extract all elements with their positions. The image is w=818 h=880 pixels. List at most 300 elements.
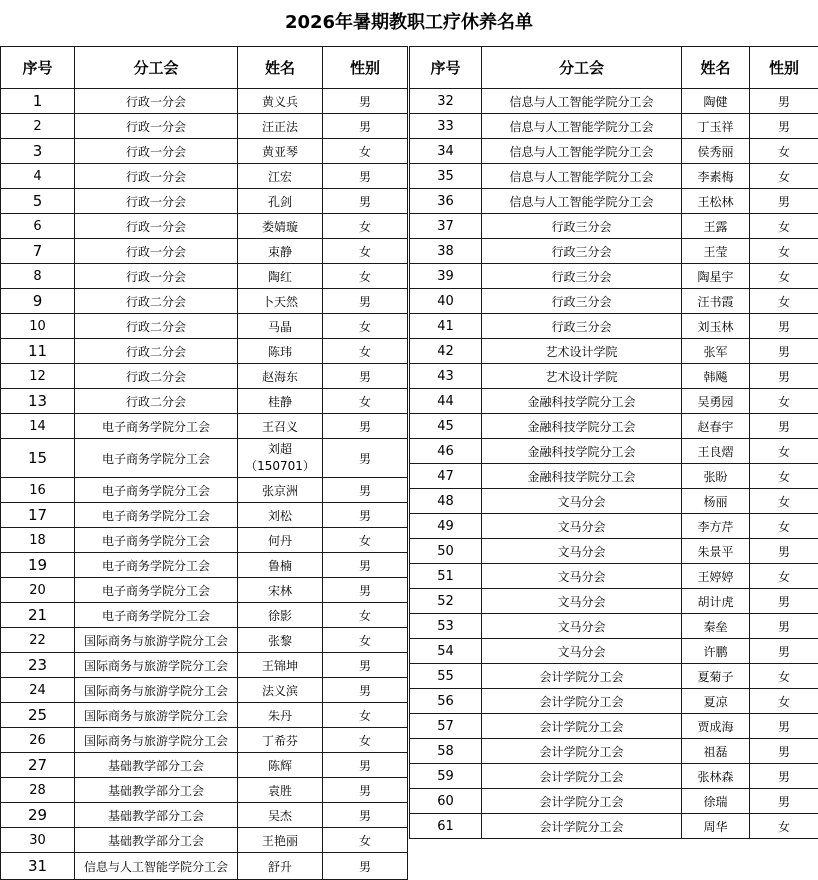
- cell-gender: 男: [323, 289, 408, 314]
- cell-seq: 29: [1, 803, 75, 828]
- cell-name: 徐影: [238, 603, 323, 628]
- cell-name: 张京洲: [238, 478, 323, 503]
- table-row: [410, 539, 818, 564]
- cell-seq: 45: [410, 414, 482, 439]
- cell-gender: 男: [750, 589, 818, 614]
- cell-name: 贾成海: [682, 714, 750, 739]
- cell-seq: 37: [410, 214, 482, 239]
- table-row: [410, 189, 818, 214]
- table-row: [1, 114, 408, 139]
- cell-gender: 男: [323, 478, 408, 503]
- cell-gender: 男: [750, 414, 818, 439]
- cell-name: 胡计虎: [682, 589, 750, 614]
- cell-seq: 20: [1, 578, 75, 603]
- table-row: [410, 314, 818, 339]
- cell-name: 朱丹: [238, 703, 323, 728]
- cell-name: 韩飚: [682, 364, 750, 389]
- cell-gender: 男: [750, 539, 818, 564]
- cell-seq: 9: [1, 289, 75, 314]
- cell-gender: 男: [323, 778, 408, 803]
- table-row: [410, 489, 818, 514]
- cell-seq: 57: [410, 714, 482, 739]
- cell-gender: 男: [750, 339, 818, 364]
- table-row: [410, 414, 818, 439]
- cell-name: 陈玮: [238, 339, 323, 364]
- cell-union: 基础教学部分工会: [75, 828, 238, 853]
- table-row: [410, 814, 818, 839]
- cell-name: 赵海东: [238, 364, 323, 389]
- table-row: [410, 464, 818, 489]
- cell-name: 舒升: [238, 853, 323, 880]
- cell-seq: 48: [410, 489, 482, 514]
- cell-seq: 2: [1, 114, 75, 139]
- cell-seq: 53: [410, 614, 482, 639]
- cell-gender: 男: [750, 314, 818, 339]
- cell-union: 艺术设计学院: [482, 364, 682, 389]
- cell-union: 金融科技学院分工会: [482, 389, 682, 414]
- cell-name: 丁希芬: [238, 728, 323, 753]
- cell-union: 行政二分会: [75, 364, 238, 389]
- cell-gender: 男: [750, 789, 818, 814]
- table-row: [1, 289, 408, 314]
- table-row: [410, 89, 818, 114]
- table-row: [1, 528, 408, 553]
- cell-gender: 男: [750, 114, 818, 139]
- cell-seq: 10: [1, 314, 75, 339]
- table-row: [1, 189, 408, 214]
- cell-gender: 男: [323, 414, 408, 439]
- cell-union: 文马分会: [482, 639, 682, 664]
- cell-name: 王婷婷: [682, 564, 750, 589]
- cell-gender: 女: [750, 389, 818, 414]
- table-row: [1, 339, 408, 364]
- cell-name: 卜天然: [238, 289, 323, 314]
- cell-seq: 49: [410, 514, 482, 539]
- table-row: [410, 139, 818, 164]
- cell-union: 文马分会: [482, 514, 682, 539]
- cell-gender: 男: [323, 89, 408, 114]
- cell-name: 袁胜: [238, 778, 323, 803]
- table-row: [410, 114, 818, 139]
- cell-gender: 男: [323, 164, 408, 189]
- cell-name: 王莹: [682, 239, 750, 264]
- cell-seq: 21: [1, 603, 75, 628]
- cell-union: 国际商务与旅游学院分工会: [75, 678, 238, 703]
- cell-union: 信息与人工智能学院分工会: [75, 853, 238, 880]
- cell-union: 会计学院分工会: [482, 739, 682, 764]
- cell-union: 文马分会: [482, 589, 682, 614]
- table-row: [1, 478, 408, 503]
- header-gender: 性别: [750, 47, 818, 89]
- cell-gender: 男: [323, 653, 408, 678]
- cell-gender: 男: [323, 803, 408, 828]
- cell-union: 行政一分会: [75, 89, 238, 114]
- table-row: [1, 239, 408, 264]
- cell-gender: 男: [323, 189, 408, 214]
- table-row: [410, 214, 818, 239]
- table-row: [1, 803, 408, 828]
- cell-seq: 30: [1, 828, 75, 853]
- cell-name: 陶红: [238, 264, 323, 289]
- table-row: [1, 753, 408, 778]
- table-row: [410, 289, 818, 314]
- cell-name-line2: （150701）: [238, 458, 322, 475]
- table-row: [1, 264, 408, 289]
- cell-seq: 19: [1, 553, 75, 578]
- header-row: [1, 47, 408, 89]
- cell-gender: 男: [323, 439, 408, 478]
- table-row: [1, 853, 408, 880]
- cell-gender: 男: [750, 739, 818, 764]
- table-row: [410, 164, 818, 189]
- cell-seq: 15: [1, 439, 75, 478]
- table-row: [1, 389, 408, 414]
- cell-seq: 39: [410, 264, 482, 289]
- cell-name: 张林森: [682, 764, 750, 789]
- cell-name: 夏凉: [682, 689, 750, 714]
- table-row: [410, 739, 818, 764]
- cell-gender: 男: [750, 764, 818, 789]
- cell-gender: 男: [750, 639, 818, 664]
- cell-name: 李素梅: [682, 164, 750, 189]
- cell-name: 陶星宇: [682, 264, 750, 289]
- cell-union: 行政三分会: [482, 289, 682, 314]
- table-row: [1, 603, 408, 628]
- cell-seq: 8: [1, 264, 75, 289]
- table-row: [1, 164, 408, 189]
- cell-name: 宋林: [238, 578, 323, 603]
- header-union: 分工会: [75, 47, 238, 89]
- cell-name: 杨丽: [682, 489, 750, 514]
- cell-gender: 男: [323, 678, 408, 703]
- cell-seq: 56: [410, 689, 482, 714]
- table-row: [410, 264, 818, 289]
- cell-seq: 31: [1, 853, 75, 880]
- cell-seq: 58: [410, 739, 482, 764]
- header-name: 姓名: [682, 47, 750, 89]
- cell-union: 行政二分会: [75, 339, 238, 364]
- cell-union: 国际商务与旅游学院分工会: [75, 628, 238, 653]
- cell-seq: 16: [1, 478, 75, 503]
- cell-union: 行政一分会: [75, 264, 238, 289]
- cell-gender: 女: [323, 139, 408, 164]
- cell-gender: 女: [750, 239, 818, 264]
- cell-gender: 男: [323, 553, 408, 578]
- cell-gender: 男: [750, 189, 818, 214]
- cell-seq: 36: [410, 189, 482, 214]
- cell-seq: 35: [410, 164, 482, 189]
- cell-gender: 男: [323, 578, 408, 603]
- cell-gender: 女: [323, 264, 408, 289]
- cell-gender: 女: [750, 289, 818, 314]
- cell-name: 张黎: [238, 628, 323, 653]
- cell-union: 电子商务学院分工会: [75, 439, 238, 478]
- cell-gender: 女: [323, 603, 408, 628]
- cell-gender: 男: [750, 364, 818, 389]
- cell-union: 信息与人工智能学院分工会: [482, 189, 682, 214]
- cell-union: 行政二分会: [75, 389, 238, 414]
- cell-union: 电子商务学院分工会: [75, 603, 238, 628]
- cell-gender: 女: [323, 528, 408, 553]
- table-row: [1, 414, 408, 439]
- cell-union: 金融科技学院分工会: [482, 439, 682, 464]
- cell-seq: 5: [1, 189, 75, 214]
- cell-gender: 女: [323, 628, 408, 653]
- cell-gender: 女: [323, 828, 408, 853]
- cell-union: 国际商务与旅游学院分工会: [75, 653, 238, 678]
- table-row: [410, 639, 818, 664]
- cell-name: 丁玉祥: [682, 114, 750, 139]
- cell-union: 国际商务与旅游学院分工会: [75, 728, 238, 753]
- table-row: [1, 728, 408, 753]
- table-row: [1, 553, 408, 578]
- cell-union: 信息与人工智能学院分工会: [482, 164, 682, 189]
- cell-seq: 50: [410, 539, 482, 564]
- table-row: [1, 364, 408, 389]
- cell-name: 娄婧璇: [238, 214, 323, 239]
- cell-name: 赵春宇: [682, 414, 750, 439]
- cell-gender: 女: [750, 164, 818, 189]
- cell-union: 行政一分会: [75, 239, 238, 264]
- cell-union: 行政一分会: [75, 214, 238, 239]
- cell-union: 行政一分会: [75, 139, 238, 164]
- cell-gender: 男: [323, 853, 408, 880]
- cell-union: 电子商务学院分工会: [75, 528, 238, 553]
- table-row: [410, 514, 818, 539]
- cell-name: 夏菊子: [682, 664, 750, 689]
- roster-table-right: [409, 46, 818, 839]
- cell-seq: 12: [1, 364, 75, 389]
- cell-seq: 6: [1, 214, 75, 239]
- cell-name: 黄亚琴: [238, 139, 323, 164]
- table-row: [1, 139, 408, 164]
- cell-union: 金融科技学院分工会: [482, 464, 682, 489]
- cell-name: 祖磊: [682, 739, 750, 764]
- cell-seq: 43: [410, 364, 482, 389]
- cell-seq: 7: [1, 239, 75, 264]
- cell-union: 行政一分会: [75, 189, 238, 214]
- cell-name: 孔剑: [238, 189, 323, 214]
- cell-name: 黄义兵: [238, 89, 323, 114]
- cell-gender: 男: [323, 364, 408, 389]
- table-row: [410, 239, 818, 264]
- cell-seq: 26: [1, 728, 75, 753]
- cell-name: 周华: [682, 814, 750, 839]
- cell-name: 王锦坤: [238, 653, 323, 678]
- table-row: [410, 714, 818, 739]
- header-union: 分工会: [482, 47, 682, 89]
- cell-seq: 38: [410, 239, 482, 264]
- table-row: [1, 828, 408, 853]
- header-seq: 序号: [410, 47, 482, 89]
- cell-gender: 女: [750, 514, 818, 539]
- cell-seq: 27: [1, 753, 75, 778]
- table-row: [1, 439, 408, 478]
- cell-union: 行政一分会: [75, 164, 238, 189]
- cell-gender: 男: [323, 503, 408, 528]
- cell-seq: 51: [410, 564, 482, 589]
- cell-union: 电子商务学院分工会: [75, 578, 238, 603]
- table-row: [1, 703, 408, 728]
- cell-union: 信息与人工智能学院分工会: [482, 89, 682, 114]
- cell-gender: 男: [323, 753, 408, 778]
- cell-name: 侯秀丽: [682, 139, 750, 164]
- cell-union: 会计学院分工会: [482, 764, 682, 789]
- cell-union: 基础教学部分工会: [75, 753, 238, 778]
- header-name: 姓名: [238, 47, 323, 89]
- page-title: 2026年暑期教职工疗休养名单: [0, 0, 818, 46]
- cell-gender: 女: [323, 214, 408, 239]
- table-row: [410, 614, 818, 639]
- cell-gender: 女: [750, 139, 818, 164]
- cell-seq: 59: [410, 764, 482, 789]
- cell-seq: 17: [1, 503, 75, 528]
- cell-union: 行政二分会: [75, 314, 238, 339]
- cell-union: 文马分会: [482, 539, 682, 564]
- cell-name: 李方芹: [682, 514, 750, 539]
- cell-name: 王召义: [238, 414, 323, 439]
- cell-seq: 1: [1, 89, 75, 114]
- cell-seq: 33: [410, 114, 482, 139]
- cell-gender: 女: [750, 264, 818, 289]
- cell-union: 电子商务学院分工会: [75, 553, 238, 578]
- cell-seq: 22: [1, 628, 75, 653]
- cell-seq: 44: [410, 389, 482, 414]
- cell-union: 会计学院分工会: [482, 689, 682, 714]
- table-row: [410, 789, 818, 814]
- cell-union: 行政一分会: [75, 114, 238, 139]
- cell-name: 法义滨: [238, 678, 323, 703]
- cell-name: 鲁楠: [238, 553, 323, 578]
- table-row: [410, 664, 818, 689]
- cell-gender: 男: [323, 114, 408, 139]
- cell-union: 电子商务学院分工会: [75, 478, 238, 503]
- cell-gender: 男: [750, 89, 818, 114]
- cell-seq: 42: [410, 339, 482, 364]
- table-row: [410, 439, 818, 464]
- cell-seq: 4: [1, 164, 75, 189]
- cell-name: 陶健: [682, 89, 750, 114]
- cell-name: 桂静: [238, 389, 323, 414]
- cell-name: 吴杰: [238, 803, 323, 828]
- cell-seq: 46: [410, 439, 482, 464]
- cell-seq: 34: [410, 139, 482, 164]
- cell-gender: 女: [323, 389, 408, 414]
- cell-name-line1: 刘超: [238, 441, 322, 458]
- table-row: [1, 89, 408, 114]
- cell-name: 王良熠: [682, 439, 750, 464]
- cell-name: 吴勇园: [682, 389, 750, 414]
- cell-union: 艺术设计学院: [482, 339, 682, 364]
- cell-seq: 13: [1, 389, 75, 414]
- cell-gender: 女: [750, 214, 818, 239]
- cell-name: 汪正法: [238, 114, 323, 139]
- table-row: [410, 364, 818, 389]
- cell-gender: 女: [750, 689, 818, 714]
- cell-seq: 3: [1, 139, 75, 164]
- table-row: [410, 389, 818, 414]
- cell-seq: 55: [410, 664, 482, 689]
- cell-gender: 女: [750, 464, 818, 489]
- table-row: [1, 678, 408, 703]
- cell-name: 王露: [682, 214, 750, 239]
- cell-name: 许鹏: [682, 639, 750, 664]
- cell-seq: 11: [1, 339, 75, 364]
- cell-gender: 男: [750, 714, 818, 739]
- table-row: [410, 689, 818, 714]
- cell-union: 基础教学部分工会: [75, 803, 238, 828]
- cell-seq: 60: [410, 789, 482, 814]
- cell-union: 会计学院分工会: [482, 714, 682, 739]
- header-row: [410, 47, 818, 89]
- cell-union: 基础教学部分工会: [75, 778, 238, 803]
- table-row: [410, 339, 818, 364]
- cell-name: 何丹: [238, 528, 323, 553]
- cell-name: 束静: [238, 239, 323, 264]
- cell-union: 电子商务学院分工会: [75, 414, 238, 439]
- cell-gender: 女: [750, 489, 818, 514]
- cell-name: 王松林: [682, 189, 750, 214]
- cell-gender: 女: [323, 703, 408, 728]
- cell-union: 会计学院分工会: [482, 789, 682, 814]
- table-row: [410, 564, 818, 589]
- table-row: [1, 578, 408, 603]
- cell-gender: 女: [323, 339, 408, 364]
- cell-union: 文马分会: [482, 489, 682, 514]
- cell-union: 信息与人工智能学院分工会: [482, 114, 682, 139]
- cell-seq: 61: [410, 814, 482, 839]
- cell-name: 陈辉: [238, 753, 323, 778]
- cell-name: 汪书霞: [682, 289, 750, 314]
- table-row: [1, 503, 408, 528]
- cell-gender: 女: [750, 564, 818, 589]
- cell-union: 行政三分会: [482, 239, 682, 264]
- cell-union: 行政三分会: [482, 264, 682, 289]
- table-row: [1, 214, 408, 239]
- cell-gender: 女: [323, 239, 408, 264]
- cell-union: 文马分会: [482, 564, 682, 589]
- cell-name: 王艳丽: [238, 828, 323, 853]
- cell-union: 信息与人工智能学院分工会: [482, 139, 682, 164]
- cell-gender: 女: [750, 814, 818, 839]
- cell-seq: 52: [410, 589, 482, 614]
- cell-name: 刘玉林: [682, 314, 750, 339]
- cell-name: 张军: [682, 339, 750, 364]
- cell-name: 朱景平: [682, 539, 750, 564]
- cell-seq: 54: [410, 639, 482, 664]
- table-row: [410, 764, 818, 789]
- cell-name: 徐瑞: [682, 789, 750, 814]
- cell-gender: 女: [323, 728, 408, 753]
- table-row: [410, 589, 818, 614]
- cell-name: 马晶: [238, 314, 323, 339]
- cell-union: 文马分会: [482, 614, 682, 639]
- cell-union: 行政三分会: [482, 214, 682, 239]
- cell-union: 行政二分会: [75, 289, 238, 314]
- cell-seq: 24: [1, 678, 75, 703]
- cell-gender: 女: [323, 314, 408, 339]
- cell-name: 秦垒: [682, 614, 750, 639]
- cell-union: 国际商务与旅游学院分工会: [75, 703, 238, 728]
- cell-name: [238, 439, 323, 478]
- cell-seq: 18: [1, 528, 75, 553]
- cell-seq: 40: [410, 289, 482, 314]
- cell-gender: 男: [750, 614, 818, 639]
- table-row: [1, 778, 408, 803]
- cell-union: 电子商务学院分工会: [75, 503, 238, 528]
- cell-gender: 女: [750, 439, 818, 464]
- cell-seq: 41: [410, 314, 482, 339]
